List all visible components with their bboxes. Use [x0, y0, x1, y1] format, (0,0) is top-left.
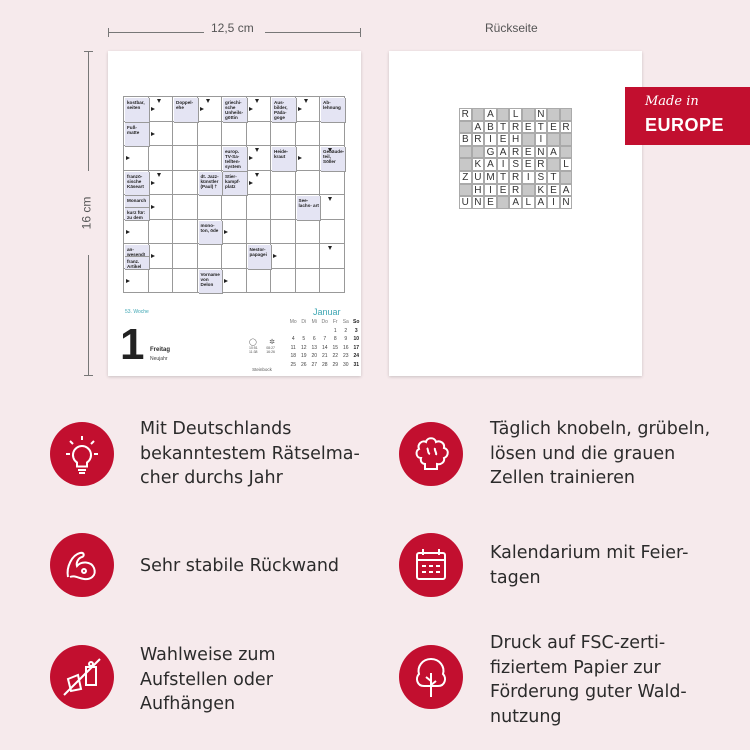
solution-cell — [547, 133, 560, 146]
moon-icon: ✲ — [269, 339, 275, 346]
solution-cell: U — [459, 196, 472, 209]
arrow-right-icon — [224, 279, 228, 283]
crossword-clue: Fuß- matte — [125, 123, 150, 148]
sun-moon-times — [249, 338, 275, 354]
solution-cell: B — [484, 121, 497, 134]
solution-cell: S — [535, 171, 548, 184]
solution-cell: K — [535, 184, 548, 197]
solution-cell: A — [547, 146, 560, 159]
solution-cell — [560, 133, 573, 146]
arrow-right-icon — [151, 107, 155, 111]
muscle-icon — [50, 533, 114, 597]
calendar-day: 8 — [333, 336, 337, 343]
arrow-right-icon — [151, 254, 155, 258]
weekday-header: Fr — [332, 319, 338, 325]
solution-cell: R — [509, 121, 522, 134]
arrow-down-icon — [255, 148, 259, 152]
crossword-cell — [296, 220, 321, 245]
crossword-cell — [149, 146, 174, 171]
solution-cell: A — [497, 146, 510, 159]
calendar-day: 6 — [312, 336, 316, 343]
crossword-cell — [320, 244, 345, 269]
crossword-cell — [173, 171, 198, 196]
height-dimension-tick — [84, 375, 93, 376]
width-label: 12,5 cm — [211, 21, 254, 35]
solution-cell: T — [497, 171, 510, 184]
solution-cell: T — [497, 121, 510, 134]
crossword-cell — [271, 195, 296, 220]
solution-cell — [560, 108, 573, 121]
arrow-down-icon — [328, 197, 332, 201]
badge-script-text: Made in — [645, 94, 699, 109]
tree-icon — [399, 645, 463, 709]
arrow-right-icon — [151, 205, 155, 209]
calendar-day: 17 — [353, 344, 360, 351]
moon-time: 11:38 — [249, 350, 258, 354]
calendar-day: 19 — [300, 353, 307, 360]
width-dimension-line — [108, 32, 204, 33]
solution-cell: M — [484, 171, 497, 184]
calendar-front-page — [108, 51, 361, 376]
calendar-day: 7 — [323, 336, 327, 343]
solution-cell — [560, 171, 573, 184]
weekday-header: Sa — [342, 319, 349, 325]
arrow-right-icon — [151, 181, 155, 185]
solution-cell — [459, 158, 472, 171]
arrow-down-icon — [157, 99, 161, 103]
solution-cell: I — [484, 133, 497, 146]
crossword-clue: Monarch — [125, 196, 150, 208]
calendar-day: 3 — [354, 327, 358, 334]
arrow-right-icon — [298, 107, 302, 111]
crossword-cell — [247, 269, 272, 294]
solution-cell: R — [472, 133, 485, 146]
calendar-day: 4 — [291, 336, 295, 343]
back-side-label: Rückseite — [485, 21, 538, 35]
day-name: Freitag — [150, 347, 171, 353]
solution-cell: A — [472, 121, 485, 134]
solution-cell: R — [509, 184, 522, 197]
solution-cell: A — [509, 196, 522, 209]
calendar-day — [288, 328, 299, 337]
crossword-cell — [149, 269, 174, 294]
crossword-clue: griechi- sche Unheils- göttin — [223, 98, 248, 123]
solution-cell: I — [497, 158, 510, 171]
crossword-clue: europ. TV-Sa- tellten- system — [223, 147, 248, 172]
height-dimension-line — [88, 255, 89, 376]
crossword-cell — [320, 195, 345, 220]
solution-cell: I — [484, 184, 497, 197]
solution-cell: L — [560, 158, 573, 171]
crossword-cell — [271, 269, 296, 294]
arrow-down-icon — [328, 148, 332, 152]
crossword-clue: an- wesend! — [125, 245, 150, 257]
calendar-day: 27 — [311, 361, 318, 368]
calendar-day: 23 — [342, 353, 349, 360]
made-in-europe-badge — [625, 87, 750, 145]
crossword-cell — [296, 171, 321, 196]
solution-cell: E — [497, 184, 510, 197]
calendar-day: 5 — [302, 336, 306, 343]
arrow-right-icon — [126, 230, 130, 234]
crossword-clue: Aus- bilder, Päda- goge — [272, 98, 297, 123]
arrow-down-icon — [206, 99, 210, 103]
crossword-cell — [198, 146, 223, 171]
calendar-day: 10 — [353, 336, 360, 343]
solution-cell: R — [535, 158, 548, 171]
day-number: 1 — [120, 320, 145, 369]
arrow-right-icon — [151, 132, 155, 136]
solution-cell: H — [509, 133, 522, 146]
arrow-right-icon — [249, 156, 253, 160]
width-dimension-tick — [360, 28, 361, 37]
crossword-clue: Ab- lehnung — [321, 98, 346, 123]
solution-grid — [459, 108, 572, 209]
width-dimension-tick — [108, 28, 109, 37]
sunrise-icon: ◯ — [249, 339, 257, 346]
arrow-right-icon — [249, 181, 253, 185]
calendar-day: 15 — [332, 344, 339, 351]
width-dimension-line — [265, 32, 361, 33]
calendar-day: 30 — [342, 361, 349, 368]
arrow-right-icon — [273, 254, 277, 258]
arrow-right-icon — [126, 279, 130, 283]
arrow-right-icon — [249, 107, 253, 111]
month-name: Januar — [313, 307, 341, 317]
calendar-day: 24 — [353, 353, 360, 360]
solution-cell — [472, 108, 485, 121]
calendar-icon — [399, 533, 463, 597]
crossword-clue: franzö- sische Käseart — [125, 172, 150, 197]
solution-cell: N — [535, 108, 548, 121]
crossword-cell — [320, 122, 345, 147]
arrow-right-icon — [126, 156, 130, 160]
zodiac-sign: Steinbock — [252, 367, 272, 372]
crossword-clue: Doppel- ehe — [174, 98, 199, 123]
solution-cell — [497, 196, 510, 209]
feature-text: Täglich knobeln, grübeln, lösen und die grauen Zellen trainieren — [490, 419, 711, 488]
arrow-down-icon — [157, 173, 161, 177]
arrow-down-icon — [328, 246, 332, 250]
solution-cell — [522, 133, 535, 146]
solution-cell: L — [522, 196, 535, 209]
calendar-day: 2 — [344, 327, 348, 334]
crossword-cell — [198, 122, 223, 147]
crossword-cell — [173, 269, 198, 294]
arrow-right-icon — [298, 156, 302, 160]
moon-time: 08:27 — [266, 346, 275, 350]
crossword-cell — [222, 122, 247, 147]
crossword-clue: kurz für: zu dem — [125, 208, 150, 220]
lightbulb-icon — [50, 422, 114, 486]
crossword-clue: franz. Artikel — [125, 257, 150, 269]
calendar-day: 1 — [333, 327, 337, 334]
feature-text: Druck auf FSC-zerti- fiziertem Papier zur Förderung guter Wald- nutzung — [490, 633, 687, 727]
holiday-name: Neujahr — [150, 356, 168, 362]
calendar-day: 31 — [353, 361, 360, 368]
weekday-header: Mi — [311, 319, 317, 325]
solution-cell: I — [547, 196, 560, 209]
solution-cell: N — [472, 196, 485, 209]
crossword-grid — [123, 96, 345, 293]
solution-cell: T — [535, 121, 548, 134]
solution-cell: G — [484, 146, 497, 159]
solution-cell — [459, 184, 472, 197]
solution-cell — [522, 108, 535, 121]
badge-main-text: EUROPE — [645, 115, 725, 135]
solution-cell: R — [560, 121, 573, 134]
height-label: 16 cm — [79, 196, 94, 230]
solution-cell: A — [484, 158, 497, 171]
calendar-day: 26 — [300, 361, 307, 368]
solution-cell: L — [509, 108, 522, 121]
crossword-cell — [271, 220, 296, 245]
crossword-cell — [149, 220, 174, 245]
solution-cell: E — [497, 133, 510, 146]
calendar-day: 22 — [332, 353, 339, 360]
crossword-cell — [271, 171, 296, 196]
crossword-clue: Gebäude- teil, Söller — [321, 147, 346, 172]
calendar-day: 12 — [300, 344, 307, 351]
calendar-day: 9 — [344, 336, 348, 343]
solution-cell: E — [547, 121, 560, 134]
crossword-clue: Vorname von Delon — [199, 270, 224, 295]
crossword-cell — [173, 195, 198, 220]
crossword-cell — [198, 244, 223, 269]
solution-cell — [547, 158, 560, 171]
solution-cell: I — [535, 133, 548, 146]
solution-cell — [472, 146, 485, 159]
feature-text: Sehr stabile Rückwand — [140, 556, 340, 576]
crossword-clue: See- lachs- art — [297, 196, 322, 221]
crossword-cell — [173, 244, 198, 269]
calendar-day — [299, 328, 310, 337]
crossword-cell — [222, 195, 247, 220]
solution-cell: E — [547, 184, 560, 197]
solution-cell — [459, 146, 472, 159]
weekday-header: Mo — [289, 319, 297, 325]
calendar-day: 28 — [321, 361, 328, 368]
calendar-day: 18 — [290, 353, 297, 360]
crossword-cell — [271, 122, 296, 147]
arrow-down-icon — [255, 99, 259, 103]
crossword-cell — [296, 122, 321, 147]
weekday-header: Di — [301, 319, 307, 325]
feature-text: Mit Deutschlands bekanntestem Rätselma- cher durchs Jahr — [140, 419, 360, 488]
solution-cell: N — [535, 146, 548, 159]
crossword-cell — [222, 244, 247, 269]
solution-cell: R — [509, 146, 522, 159]
calendar-day: 29 — [332, 361, 339, 368]
crossword-clue: mono- ton, öde — [199, 221, 224, 246]
solution-cell: E — [522, 146, 535, 159]
solution-cell — [560, 146, 573, 159]
solution-cell: S — [509, 158, 522, 171]
solution-cell: R — [459, 108, 472, 121]
crossword-cell — [296, 269, 321, 294]
calendar-day: 20 — [311, 353, 318, 360]
weekday-header: Do — [321, 319, 328, 325]
calendar-day: 11 — [290, 344, 296, 351]
stand-hang-icon — [50, 645, 114, 709]
crossword-clue: Heide- kraut — [272, 147, 297, 172]
calendar-day — [309, 328, 320, 337]
solution-cell: H — [472, 184, 485, 197]
crossword-cell — [247, 220, 272, 245]
solution-cell: Z — [459, 171, 472, 184]
weekday-header: So — [353, 319, 360, 325]
crossword-cell — [173, 146, 198, 171]
crossword-clue: Nestor- papagei — [248, 245, 273, 270]
calendar-day: 21 — [321, 353, 328, 360]
crossword-cell — [173, 122, 198, 147]
solution-cell: A — [535, 196, 548, 209]
crossword-cell — [247, 122, 272, 147]
calendar-day: 25 — [290, 361, 297, 368]
calendar-day: 16 — [342, 344, 349, 351]
crossword-clue: Stier- kampf- platz — [223, 172, 248, 197]
solution-cell: A — [484, 108, 497, 121]
crossword-cell — [247, 195, 272, 220]
calendar-back-page — [389, 51, 642, 376]
moon-time: 10:51 — [249, 346, 258, 350]
crossword-clue: dt. Jazz- künstler (Paul) † — [199, 172, 224, 197]
solution-cell: N — [560, 196, 573, 209]
solution-cell: B — [459, 133, 472, 146]
height-dimension-tick — [84, 51, 93, 52]
crossword-cell — [198, 195, 223, 220]
solution-cell — [547, 108, 560, 121]
solution-cell — [497, 108, 510, 121]
solution-cell: E — [484, 196, 497, 209]
calendar-day: 14 — [321, 344, 328, 351]
crossword-cell — [173, 220, 198, 245]
arrow-right-icon — [200, 107, 204, 111]
feature-text: Wahlweise zum Aufstellen oder Aufhängen — [140, 645, 276, 714]
height-dimension-line — [88, 51, 89, 171]
moon-time: 16:26 — [266, 350, 275, 354]
solution-cell: U — [472, 171, 485, 184]
brain-icon — [399, 422, 463, 486]
solution-cell — [522, 184, 535, 197]
crossword-clue: kostbar, seiten — [125, 98, 150, 123]
feature-text: Kalendarium mit Feier- tagen — [490, 543, 689, 588]
crossword-cell — [320, 171, 345, 196]
arrow-down-icon — [304, 99, 308, 103]
solution-cell: T — [547, 171, 560, 184]
crossword-cell — [320, 269, 345, 294]
crossword-cell — [296, 244, 321, 269]
solution-cell: A — [560, 184, 573, 197]
solution-cell: K — [472, 158, 485, 171]
arrow-down-icon — [255, 173, 259, 177]
solution-cell: E — [522, 158, 535, 171]
solution-cell: R — [509, 171, 522, 184]
calendar-day — [320, 328, 331, 337]
solution-cell — [459, 121, 472, 134]
mini-calendar — [288, 319, 362, 371]
arrow-right-icon — [224, 230, 228, 234]
solution-cell: E — [522, 121, 535, 134]
solution-cell: I — [522, 171, 535, 184]
calendar-day: 13 — [311, 344, 318, 351]
crossword-cell — [320, 220, 345, 245]
week-number: 53. Woche — [125, 309, 149, 315]
